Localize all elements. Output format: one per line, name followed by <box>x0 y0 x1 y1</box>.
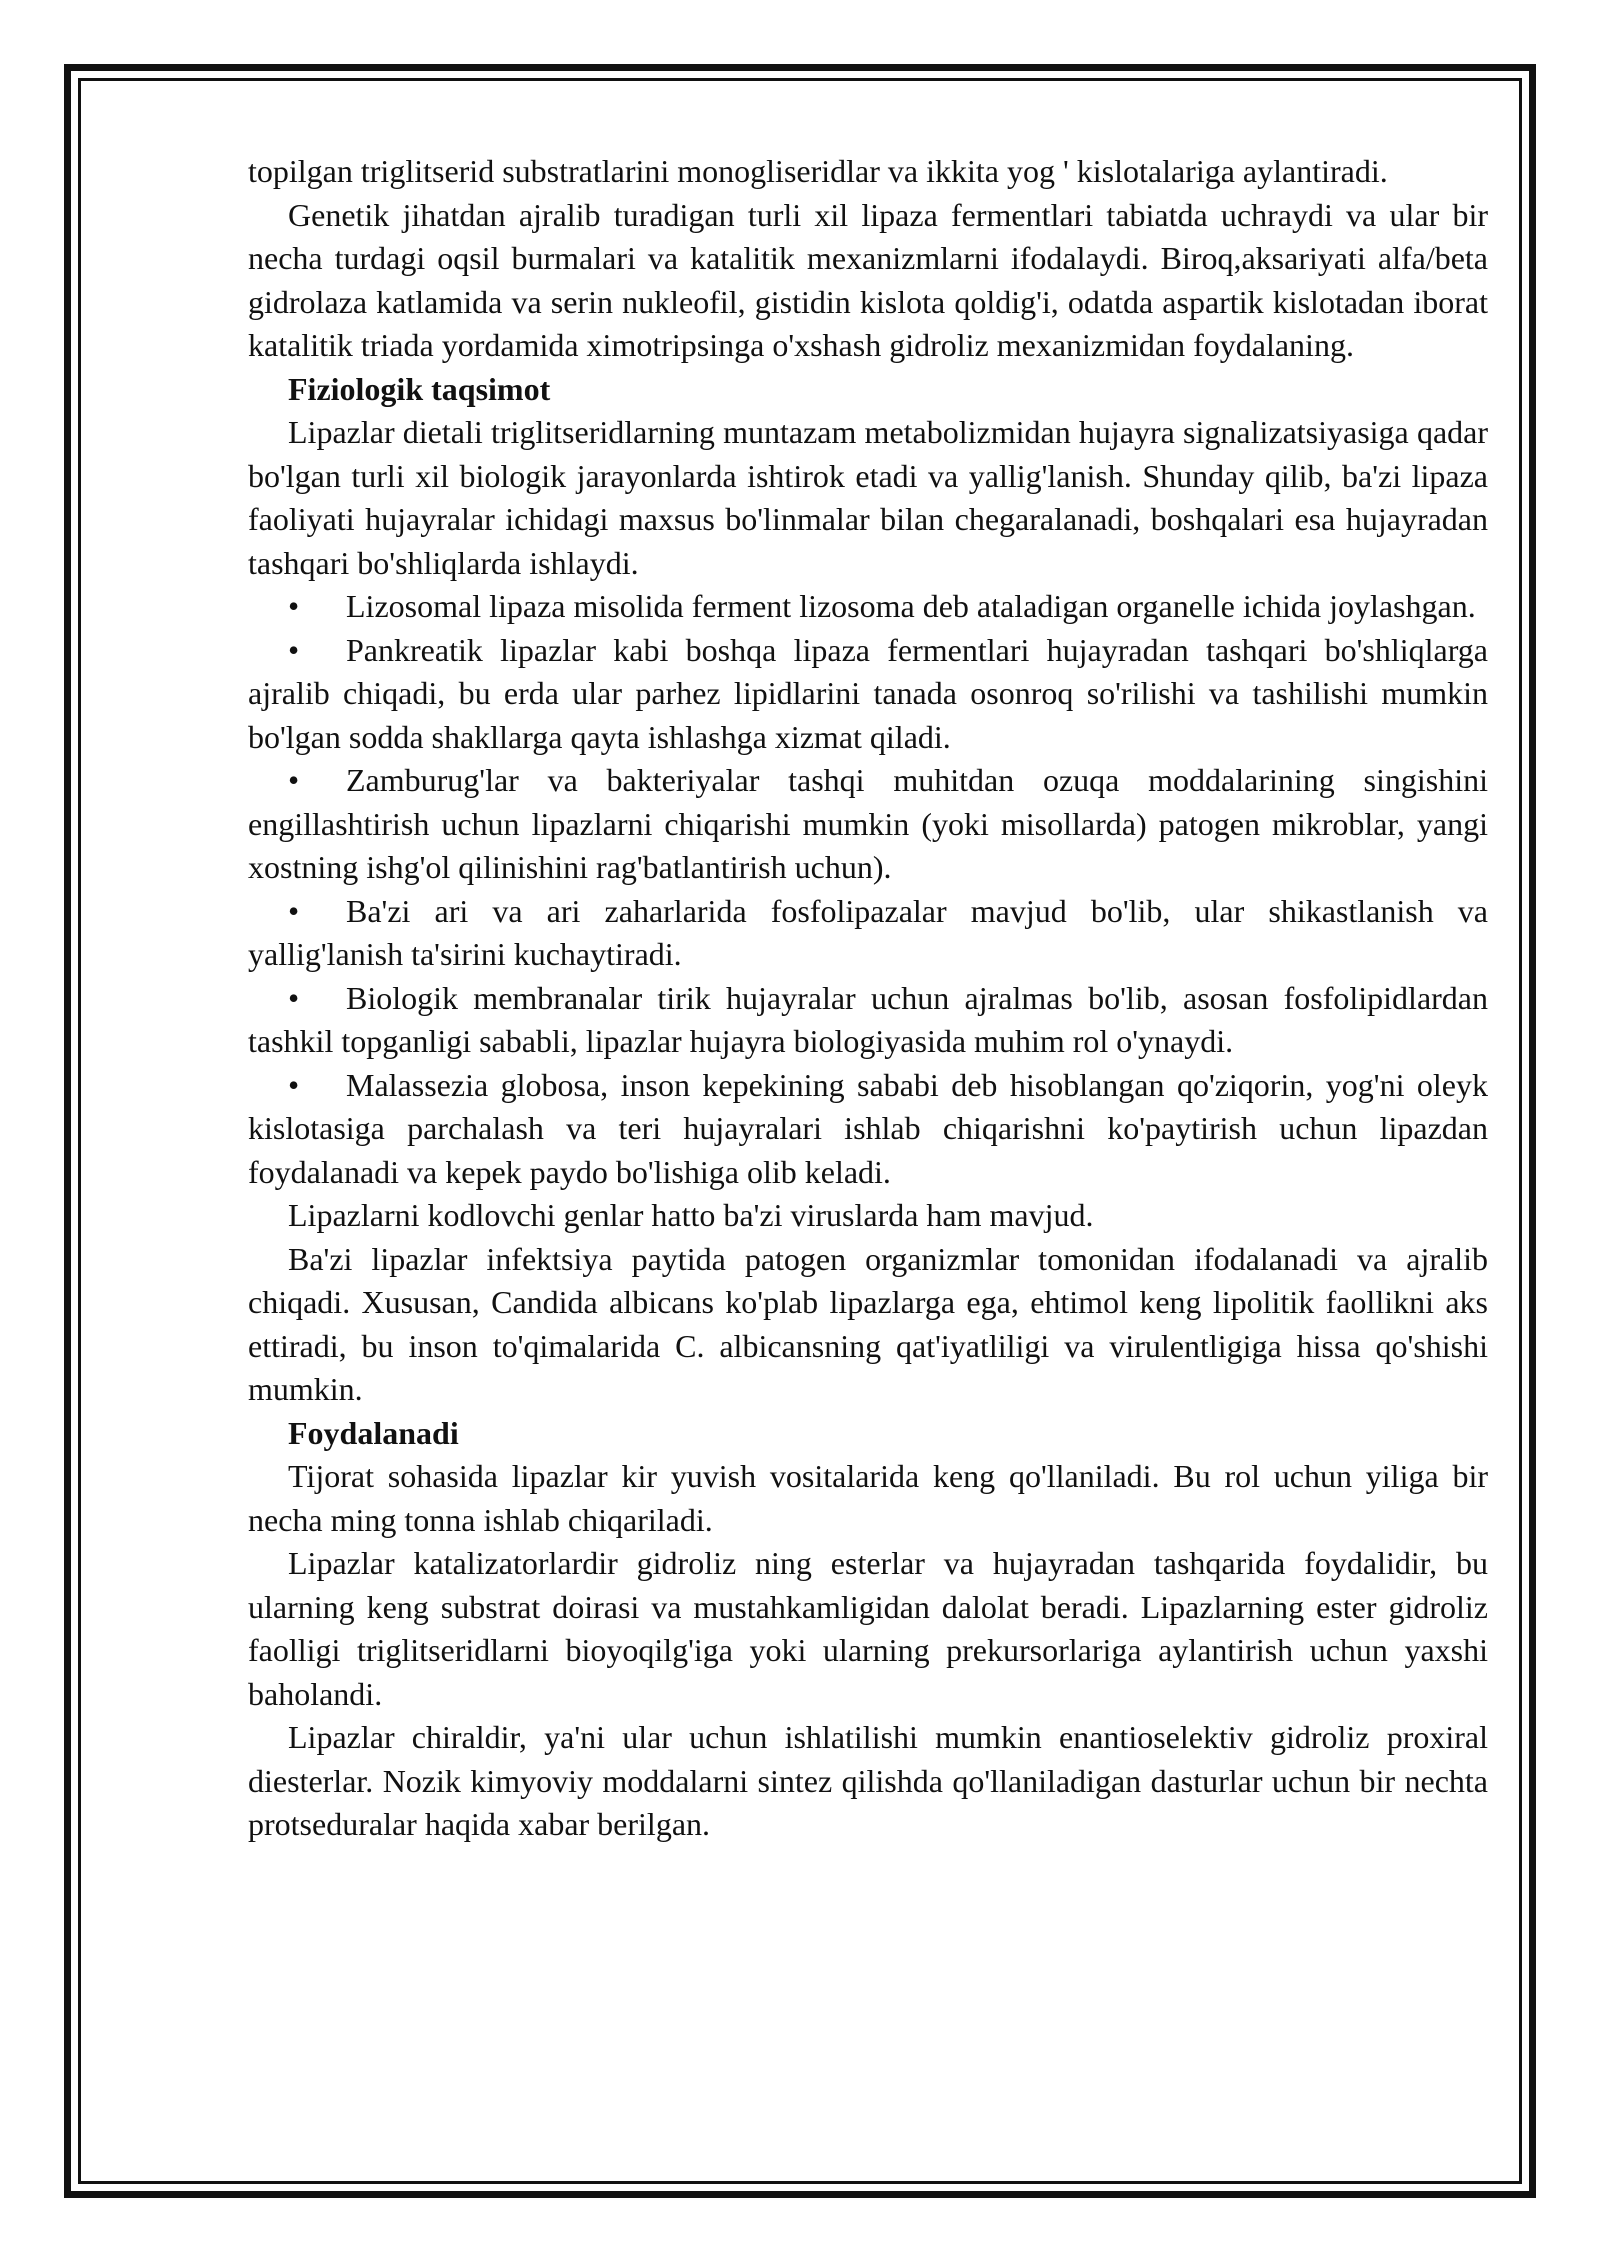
bullet-marker: • <box>288 762 300 798</box>
bullet-item <box>248 629 1488 760</box>
section-heading: Fiziologik taqsimot <box>288 370 551 407</box>
paragraph: Lipazlar katalizatorlardir gidroliz ning esterlar va hujayradan tashqarida foydalidir, bu ularning keng substrat doirasi va mustahkamligidan dalolat beradi. Lipazlarning ester gidroliz faolligi triglitseridlarni bioyoqilg'iga yoki ularning prekursorlariga aylantirish uchun yaxshi baholandi. <box>248 1545 1488 1712</box>
bullet-marker: • <box>288 631 300 668</box>
paragraph: Lipazlar dietali triglitseridlarning muntazam metabolizmidan hujayra signalizatsiyasiga qadar bo'lgan turli xil biologik jarayonlarda ishtirok etadi va yallig'lanish. Shunday qilib, ba'zi lipaza faoliyati hujayralar ichidagi maxsus bo'linmalar bilan chegaralanadi, boshqalari esa hujayradan tashqari bo'shliqlarda ishlaydi. <box>248 414 1488 581</box>
bullet-item <box>248 1064 1488 1195</box>
section-heading: Foydalanadi <box>288 1414 459 1451</box>
paragraph: Tijorat sohasida lipazlar kir yuvish vositalarida keng qo'llaniladi. Bu rol uchun yiliga bir necha ming tonna ishlab chiqariladi. <box>248 1458 1488 1538</box>
bullet-text: Ba'zi ari va ari zaharlarida fosfolipazalar mavjud bo'lib, ular shikastlanish va yallig'lanish ta'sirini kuchaytiradi. <box>248 892 1488 972</box>
paragraph: Lipazlarni kodlovchi genlar hatto ba'zi viruslarda ham mavjud. <box>288 1197 1094 1233</box>
bullet-item <box>248 977 1488 1064</box>
bullet-item <box>248 585 1488 629</box>
bullet-text: Biologik membranalar tirik hujayralar uchun ajralmas bo'lib, asosan fosfolipidlardan tashkil topganligi sababli, lipazlar hujayra biologiyasida muhim rol o'ynaydi. <box>248 979 1488 1059</box>
bullet-text: Malassezia globosa, inson kepekining sababi deb hisoblangan qo'ziqorin, yog'ni oleyk kislotasiga parchalash va teri hujayralari ishlab chiqarishni ko'paytirish uchun lipazdan foydalanadi va kepek paydo bo'lishiga olib keladi. <box>248 1066 1488 1190</box>
bullet-marker: • <box>288 1066 300 1103</box>
paragraph: topilgan triglitserid substratlarini monogliseridlar va ikkita yog ' kislotalariga aylantiradi. <box>248 153 1388 189</box>
document-body <box>248 150 1488 1847</box>
bullet-text: Pankreatik lipazlar kabi boshqa lipaza fermentlari hujayradan tashqari bo'shliqlarga ajralib chiqadi, bu erda ular parhez lipidlarini tanada osonroq so'rilishi va tashilishi mumkin bo'lgan sodda shakllarga qayta ishlashga xizmat qiladi. <box>248 631 1488 755</box>
bullet-text: Zamburug'lar va bakteriyalar tashqi muhitdan ozuqa moddalarining singishini engillashtirish uchun lipazlarni chiqarishi mumkin (yoki misollarda) patogen mikroblar, yangi xostning ishg'ol qilinishini rag'batlantirish uchun). <box>248 762 1488 885</box>
bullet-marker: • <box>288 588 300 624</box>
paragraph: Genetik jihatdan ajralib turadigan turli xil lipaza fermentlari tabiatda uchraydi va ular bir necha turdagi oqsil burmalari va katalitik mexanizmlarni ifodalaydi. Biroq,aksariyati alfa/beta gidrolaza katlamida va serin nukleofil, gistidin kislota qoldig'i, odatda aspartik kislotadan iborat katalitik triada yordamida ximotripsinga o'xshash gidroliz mexanizmidan foydalaning. <box>248 196 1488 363</box>
bullet-text: Lizosomal lipaza misolida ferment lizosoma deb ataladigan organelle ichida joylashgan. <box>346 588 1476 624</box>
bullet-item <box>248 890 1488 977</box>
paragraph: Ba'zi lipazlar infektsiya paytida patogen organizmlar tomonidan ifodalanadi va ajralib chiqadi. Xususan, Candida albicans ko'plab lipazlarga ega, ehtimol keng lipolitik faollikni aks ettiradi, bu inson to'qimalarida C. albicansning qat'iyatliligi va virulentligiga hissa qo'shishi mumkin. <box>248 1240 1488 1407</box>
paragraph: Lipazlar chiraldir, ya'ni ular uchun ishlatilishi mumkin enantioselektiv gidroliz proxiral diesterlar. Nozik kimyoviy moddalarni sintez qilishda qo'llaniladigan dasturlar uchun bir nechta protseduralar haqida xabar berilgan. <box>248 1719 1488 1842</box>
bullet-item <box>248 759 1488 890</box>
bullet-marker: • <box>288 979 300 1016</box>
bullet-marker: • <box>288 892 300 929</box>
